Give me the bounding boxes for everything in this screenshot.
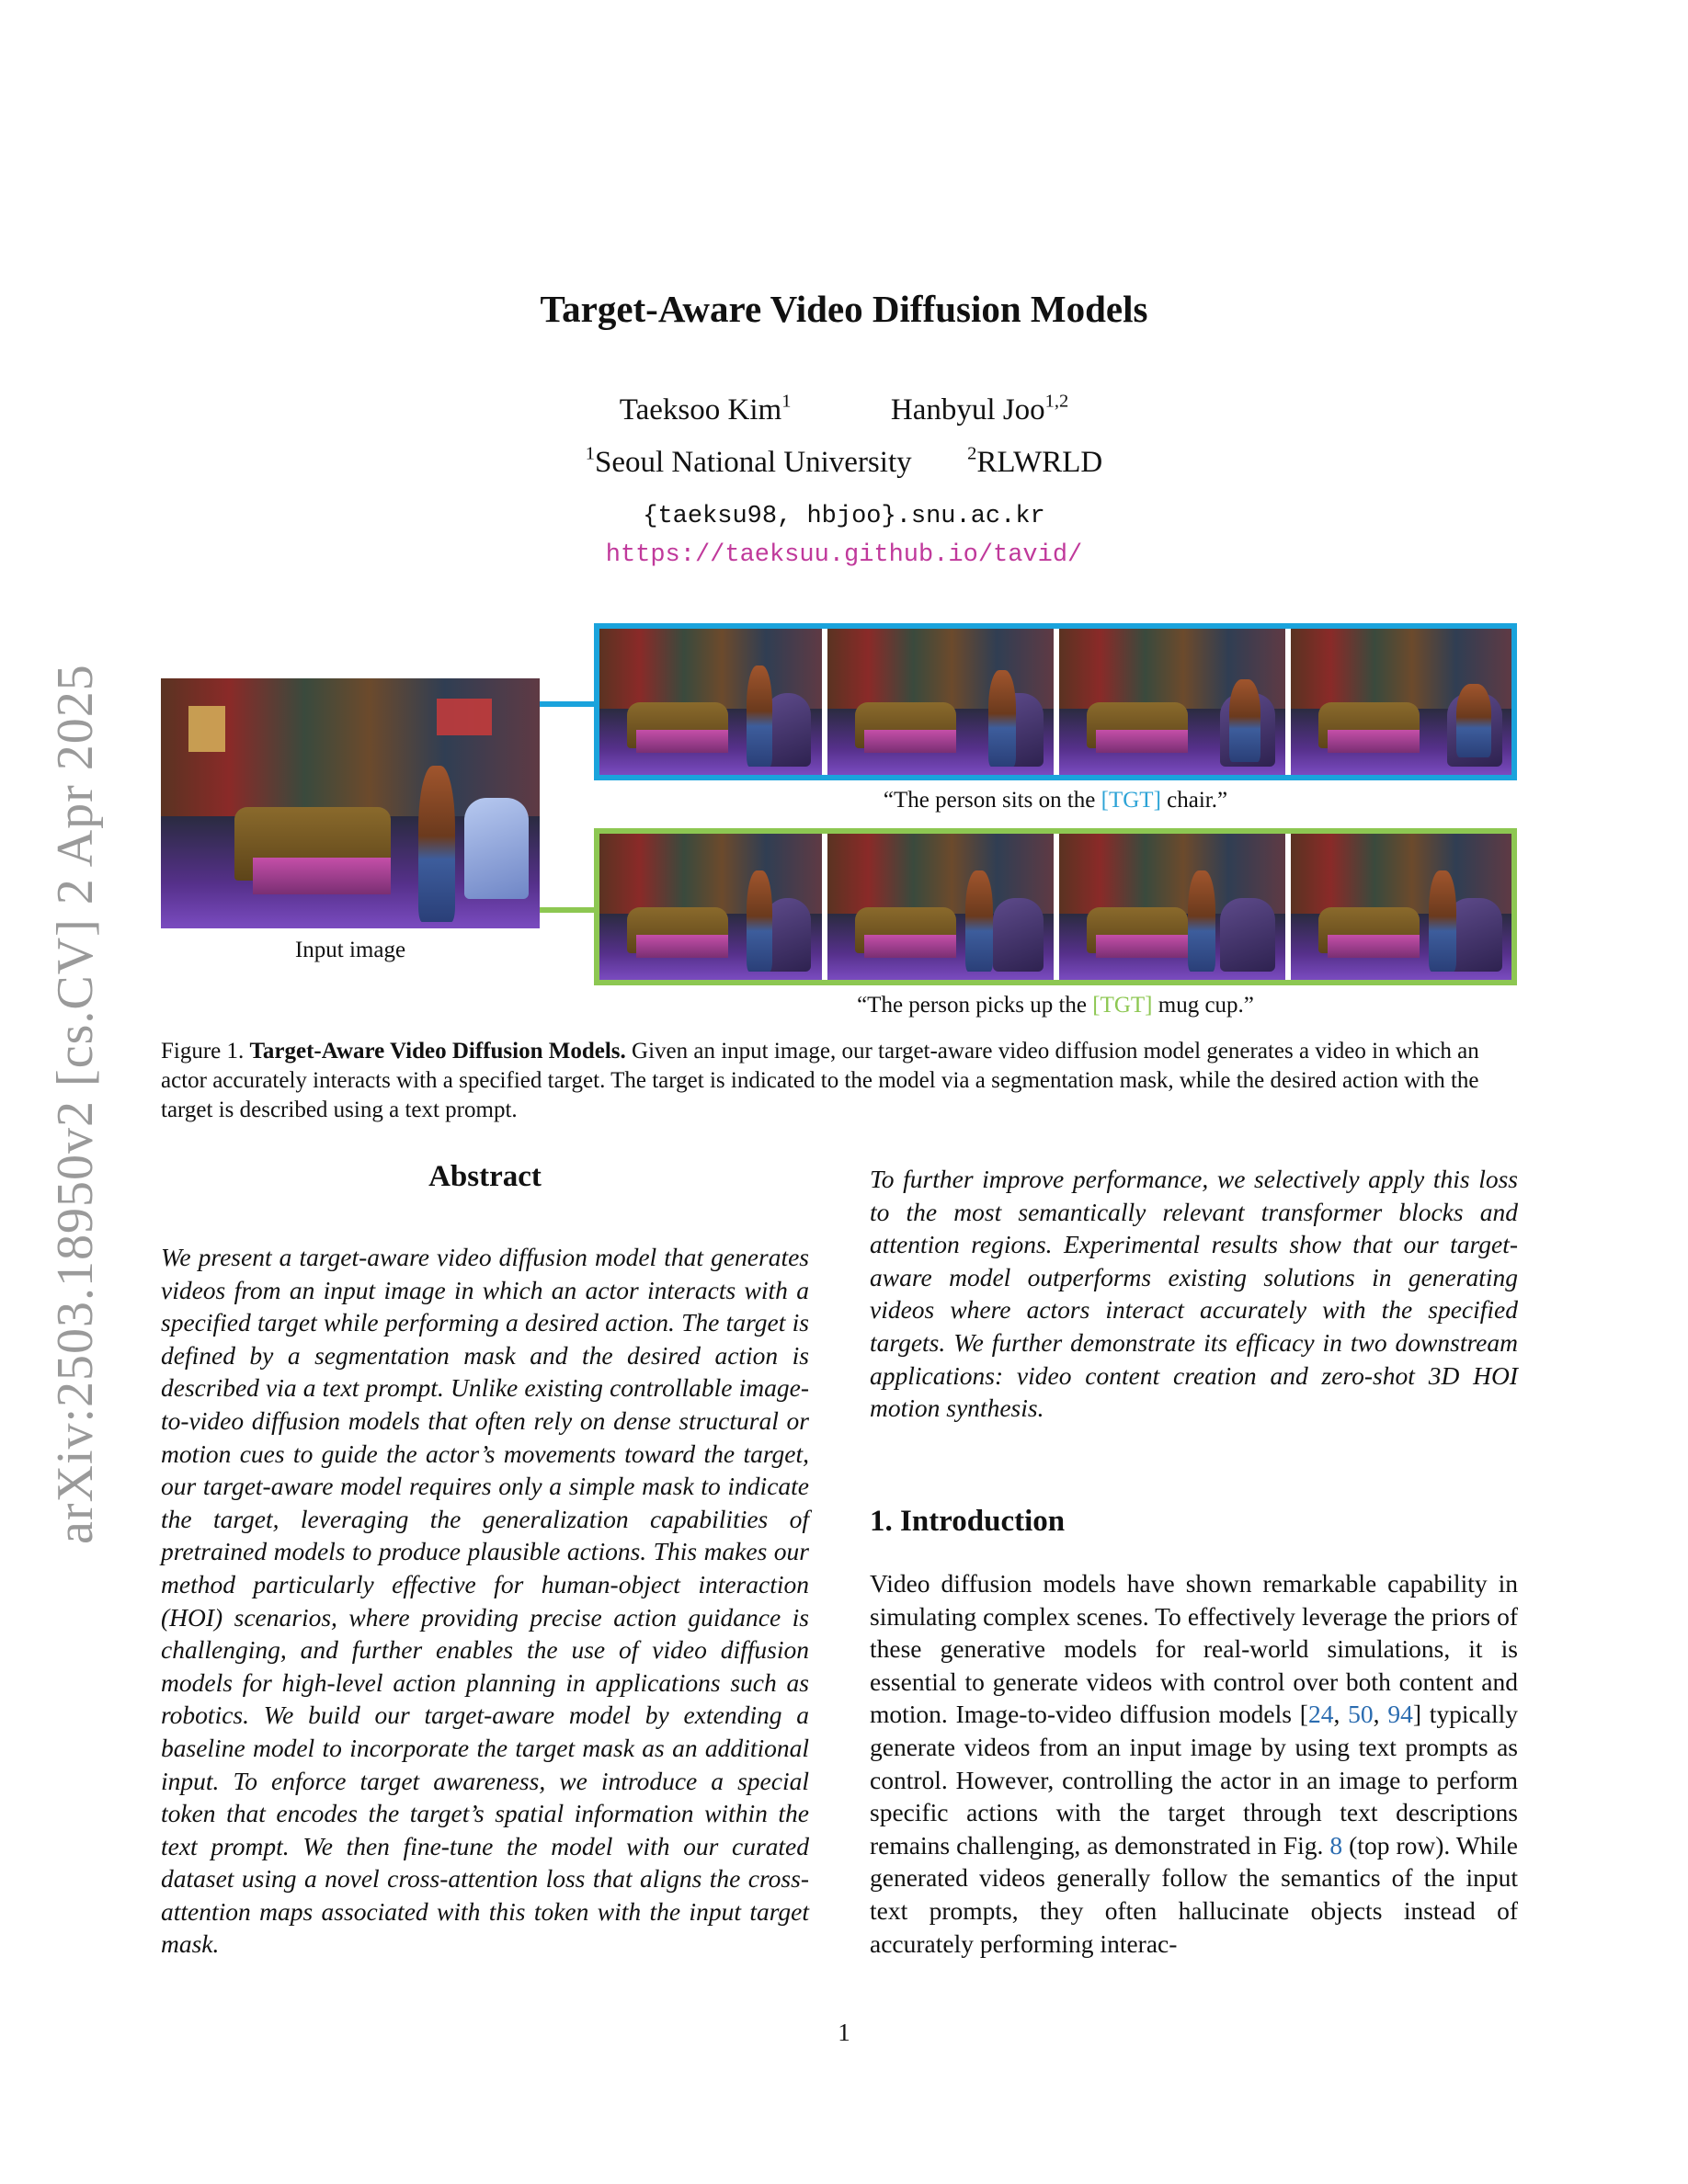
author-affil-sup: 1,2 [1044,391,1069,412]
intro-text: ] typically generate videos from an input image by using text prompts as control. However, controlling the actor in an image to perform specific actions with the target through text descriptions remains challenging, as demonstrated in Fig. [870,1700,1518,1860]
arxiv-stamp: arXiv:2503.18950v2 [cs.CV] 2 Apr 2025 [47,664,104,1544]
input-image-label: Input image [294,938,406,962]
prompt-bottom [594,993,1517,1018]
abstract-body: We present a target-aware video diffusion model that generates videos from an input image in which an actor interacts with a specified target while performing a desired action. The target is defined by a segmentation mask and the desired action is described via a text prompt. Unlike existing controllable image-to-video diffusion models that often rely on dense structural or motion cues to guide the actor’s movements toward the target, our target-aware model requires only a simple mask to indicate the target, leveraging the generalization capabilities of pretrained models to produce plausible actions. This makes our method particularly effective for human-object interaction (HOI) scenarios, where providing precise action guidance is challenging, and further enables the use of video diffusion models for high-level action planning in applications such as robotics. We build our target-aware model by extending a baseline model to incorporate the target mask as an additional input. To enforce target awareness, we introduce a special token that encodes the target’s spatial information within the text prompt. We then fine-tune the model with our curated dataset using a novel cross-attention loss that aligns the cross-attention maps associated with this token with the input target mask. [161,1243,809,1959]
figure-ref-link[interactable]: 8 [1329,1830,1343,1860]
figure-caption-label: Figure 1. [161,1039,245,1064]
author-name: Hanbyul Joo [890,393,1045,427]
abstract-heading: Abstract [428,1160,542,1193]
prompt-top-text-end: chair.” [1160,788,1228,813]
input-image [161,678,540,928]
intro-separator: , [1373,1700,1388,1729]
intro-text: (top row). While generated videos generally follow the semantics of the input text prompts, they often hallucinate objects instead of accurately performing interac- [870,1830,1518,1958]
citation-link[interactable]: 50 [1348,1700,1374,1729]
author-name: Taeksoo Kim [619,393,782,427]
top-row-frame-4 [1291,629,1511,775]
bottom-row-frame-4 [1291,834,1511,980]
affiliation-sup: 1 [585,443,595,464]
bottom-row-frame-2 [827,834,1054,980]
prompt-bottom-text-end: mug cup.” [1152,993,1254,1018]
paper-title: Target-Aware Video Diffusion Models [540,288,1148,330]
citation-link[interactable]: 94 [1387,1700,1413,1729]
top-row-frame-1 [599,629,822,775]
page-number: 1 [838,2019,850,2046]
figure-caption-title: Target-Aware Video Diffusion Models. [249,1039,626,1064]
project-url-link[interactable]: https://taeksuu.github.io/tavid/ [605,541,1083,569]
abstract-continuation: To further improve performance, we selectively apply this loss to the most semantically relevant transformer blocks and attention regions. Experimental results show that our target-aware model outperforms existing solutions in generating videos where actors interact accurately with the specified targets. We further demonstrate its efficacy in two downstream applications: video content creation and zero-shot 3D HOI motion synthesis. [870,1165,1518,1423]
prompt-top-text: “The person sits on the [883,788,1101,813]
introduction-body [870,1567,1518,1960]
bottom-row-frame-3 [1059,834,1285,980]
bottom-row-frame-1 [599,834,822,980]
prompt-bottom-tgt-token: [TGT] [1092,993,1153,1018]
author-affil-sup: 1 [781,391,792,412]
citation-link[interactable]: 24 [1307,1700,1334,1729]
prompt-bottom-text: “The person picks up the [857,993,1093,1018]
intro-separator: , [1333,1700,1349,1729]
figure-caption-text: Given an input image, our target-aware video diffusion model generates a video in which an actor accurately interacts with a specified target. The target is indicated to the model via a segmentation mask, while the desired action with the target is described using a text prompt. [161,1039,1479,1122]
intro-text: Video diffusion models have shown remarkable capability in simulating complex scenes. To effectively leverage the priors of these generative models for real-world simulations, it is essential to generate videos with control over both content and motion. Image-to-video diffusion models [ [870,1569,1518,1729]
affiliation-name: Seoul National University [595,446,912,479]
prompt-top [594,788,1517,813]
figure-caption [161,1037,1517,1125]
top-row-frame-3 [1059,629,1285,775]
prompt-top-tgt-token: [TGT] [1101,788,1161,813]
figure-1 [0,0,1688,1039]
introduction-heading: 1. Introduction [870,1505,1066,1538]
affiliation-sup: 2 [967,443,977,464]
top-row-frame-2 [827,629,1054,775]
affiliation-name: RLWRLD [976,446,1103,479]
author-emails: {taeksu98, hbjoo}.snu.ac.kr [643,503,1045,530]
